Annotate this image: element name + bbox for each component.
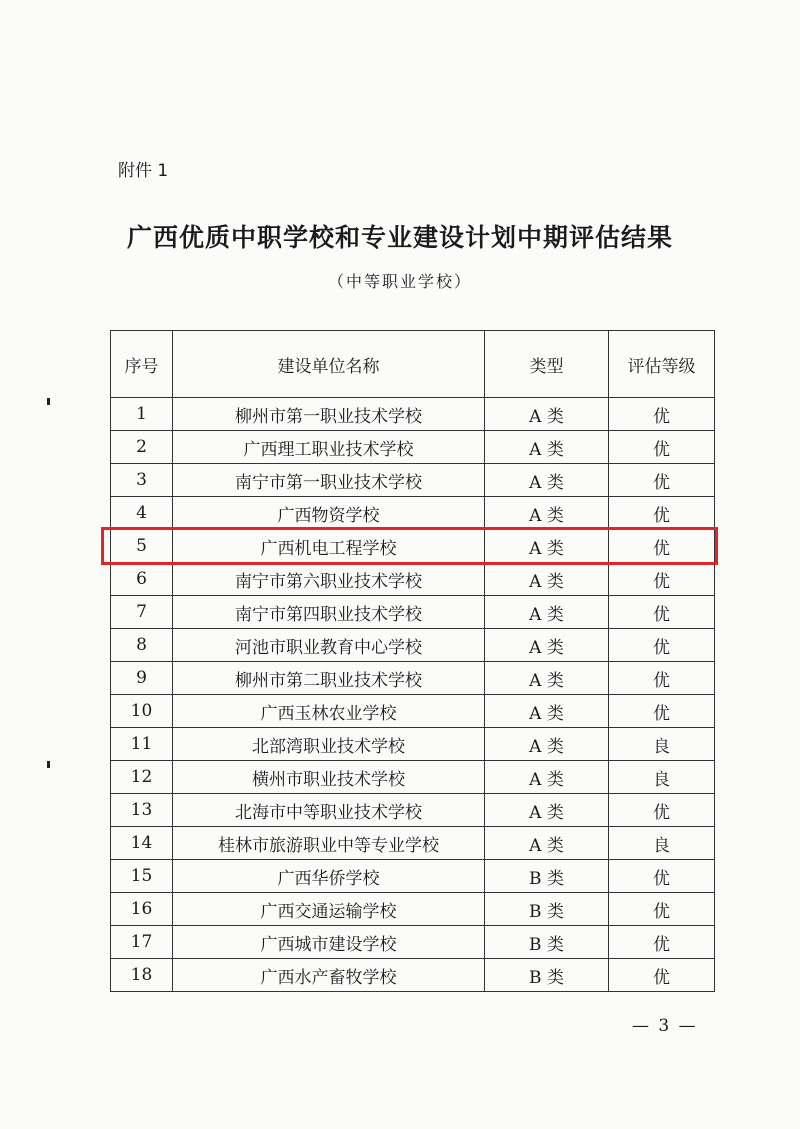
cell-unit-name: 北部湾职业技术学校 (173, 728, 485, 761)
header-serial-number: 序号 (111, 331, 173, 398)
cell-type: A 类 (485, 596, 609, 629)
cell-type: A 类 (485, 497, 609, 530)
table-row (111, 761, 715, 794)
cell-serial-number: 12 (111, 761, 173, 794)
cell-unit-name: 广西物资学校 (173, 497, 485, 530)
cell-type: B 类 (485, 860, 609, 893)
table-row (111, 893, 715, 926)
header-type: 类型 (485, 331, 609, 398)
cell-serial-number: 4 (111, 497, 173, 530)
cell-serial-number: 5 (111, 530, 173, 563)
table-row (111, 926, 715, 959)
header-row (111, 331, 715, 398)
header-unit-name: 建设单位名称 (173, 331, 485, 398)
scan-speck (47, 761, 50, 768)
cell-type: A 类 (485, 530, 609, 563)
cell-grade: 良 (609, 827, 715, 860)
cell-type: A 类 (485, 629, 609, 662)
cell-serial-number: 2 (111, 431, 173, 464)
cell-serial-number: 17 (111, 926, 173, 959)
cell-grade: 优 (609, 893, 715, 926)
cell-unit-name: 横州市职业技术学校 (173, 761, 485, 794)
table-row (111, 596, 715, 629)
cell-grade: 优 (609, 497, 715, 530)
cell-unit-name: 广西理工职业技术学校 (173, 431, 485, 464)
cell-unit-name: 桂林市旅游职业中等专业学校 (173, 827, 485, 860)
cell-grade: 优 (609, 695, 715, 728)
cell-serial-number: 14 (111, 827, 173, 860)
cell-serial-number: 11 (111, 728, 173, 761)
scan-speck (47, 398, 50, 405)
cell-unit-name: 北海市中等职业技术学校 (173, 794, 485, 827)
cell-unit-name: 柳州市第一职业技术学校 (173, 398, 485, 431)
table-row (111, 728, 715, 761)
table-row (111, 530, 715, 563)
table-row (111, 695, 715, 728)
cell-unit-name: 广西城市建设学校 (173, 926, 485, 959)
cell-grade: 优 (609, 662, 715, 695)
table-row (111, 431, 715, 464)
table-row (111, 794, 715, 827)
cell-serial-number: 18 (111, 959, 173, 992)
cell-serial-number: 10 (111, 695, 173, 728)
cell-type: A 类 (485, 761, 609, 794)
cell-grade: 优 (609, 464, 715, 497)
cell-serial-number: 3 (111, 464, 173, 497)
cell-serial-number: 1 (111, 398, 173, 431)
cell-unit-name: 南宁市第一职业技术学校 (173, 464, 485, 497)
cell-unit-name: 南宁市第四职业技术学校 (173, 596, 485, 629)
cell-grade: 优 (609, 629, 715, 662)
cell-grade: 优 (609, 530, 715, 563)
cell-type: B 类 (485, 926, 609, 959)
cell-type: A 类 (485, 695, 609, 728)
cell-serial-number: 16 (111, 893, 173, 926)
cell-grade: 优 (609, 398, 715, 431)
cell-serial-number: 9 (111, 662, 173, 695)
table-row (111, 497, 715, 530)
table-header (111, 331, 715, 398)
cell-grade: 优 (609, 431, 715, 464)
cell-grade: 优 (609, 959, 715, 992)
cell-unit-name: 南宁市第六职业技术学校 (173, 563, 485, 596)
cell-unit-name: 广西机电工程学校 (173, 530, 485, 563)
cell-unit-name: 广西交通运输学校 (173, 893, 485, 926)
cell-type: B 类 (485, 959, 609, 992)
cell-grade: 优 (609, 860, 715, 893)
cell-grade: 良 (609, 728, 715, 761)
table-row (111, 959, 715, 992)
cell-type: A 类 (485, 827, 609, 860)
table-row (111, 398, 715, 431)
cell-unit-name: 柳州市第二职业技术学校 (173, 662, 485, 695)
cell-grade: 优 (609, 563, 715, 596)
cell-serial-number: 15 (111, 860, 173, 893)
cell-unit-name: 广西华侨学校 (173, 860, 485, 893)
table-row (111, 563, 715, 596)
cell-serial-number: 6 (111, 563, 173, 596)
attachment-label: 附件 1 (118, 161, 169, 181)
cell-type: A 类 (485, 563, 609, 596)
table-body (111, 398, 715, 992)
cell-unit-name: 广西玉林农业学校 (173, 695, 485, 728)
cell-type: A 类 (485, 794, 609, 827)
table-row (111, 662, 715, 695)
table-row (111, 629, 715, 662)
results-table (110, 330, 715, 992)
cell-serial-number: 7 (111, 596, 173, 629)
cell-grade: 优 (609, 596, 715, 629)
table-row (111, 860, 715, 893)
cell-grade: 良 (609, 761, 715, 794)
table-row (111, 464, 715, 497)
document-subtitle: （中等职业学校） (327, 272, 472, 291)
cell-type: A 类 (485, 464, 609, 497)
cell-serial-number: 13 (111, 794, 173, 827)
cell-type: B 类 (485, 893, 609, 926)
cell-type: A 类 (485, 662, 609, 695)
cell-unit-name: 广西水产畜牧学校 (173, 959, 485, 992)
document-title: 广西优质中职学校和专业建设计划中期评估结果 (126, 223, 673, 252)
table-row (111, 827, 715, 860)
cell-grade: 优 (609, 926, 715, 959)
cell-type: A 类 (485, 728, 609, 761)
header-grade: 评估等级 (609, 331, 715, 398)
cell-unit-name: 河池市职业教育中心学校 (173, 629, 485, 662)
cell-type: A 类 (485, 398, 609, 431)
cell-serial-number: 8 (111, 629, 173, 662)
page-number: — 3 — (632, 1016, 698, 1036)
cell-type: A 类 (485, 431, 609, 464)
cell-grade: 优 (609, 794, 715, 827)
